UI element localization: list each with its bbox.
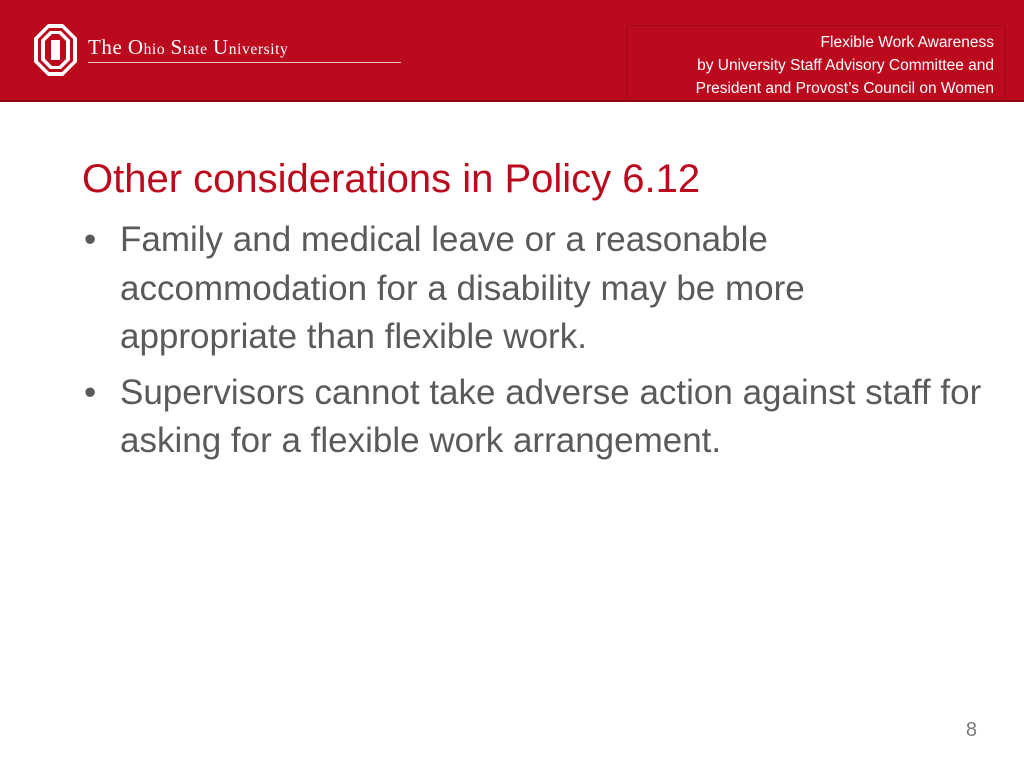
credits-line-2: by University Staff Advisory Committee and bbox=[697, 57, 994, 74]
block-o-logo-icon bbox=[33, 23, 78, 77]
wordmark-niversity: niversity bbox=[228, 41, 289, 58]
wordmark-s: S bbox=[170, 35, 183, 59]
bullet-text: Supervisors cannot take adverse action against staff for asking for a flexible work arrangement. bbox=[120, 372, 982, 460]
presentation-credits bbox=[696, 31, 994, 100]
wordmark-tate: tate bbox=[182, 41, 208, 58]
header-bar bbox=[0, 0, 1024, 102]
bullet-list bbox=[82, 216, 982, 473]
credits-line-1: Flexible Work Awareness bbox=[820, 34, 994, 51]
bullet-text: Family and medical leave or a reasonable accommodation for a disability may be more appropriate than flexible work. bbox=[120, 220, 805, 356]
bullet-glyph: • bbox=[84, 220, 97, 259]
slide-title: Other considerations in Policy 6.12 bbox=[82, 157, 701, 201]
wordmark-divider bbox=[88, 62, 401, 63]
wordmark-hio: hio bbox=[143, 41, 166, 58]
block-o-logo-svg bbox=[33, 23, 78, 77]
bullet-item bbox=[82, 369, 982, 466]
wordmark-u: U bbox=[212, 35, 229, 59]
wordmark-the: The bbox=[88, 35, 123, 59]
wordmark-o: O bbox=[127, 35, 144, 59]
bullet-glyph: • bbox=[84, 372, 97, 412]
university-wordmark bbox=[88, 35, 288, 60]
page-number: 8 bbox=[965, 719, 977, 741]
credits-line-3: President and Provost’s Council on Women bbox=[695, 80, 994, 97]
bullet-item bbox=[82, 216, 982, 362]
